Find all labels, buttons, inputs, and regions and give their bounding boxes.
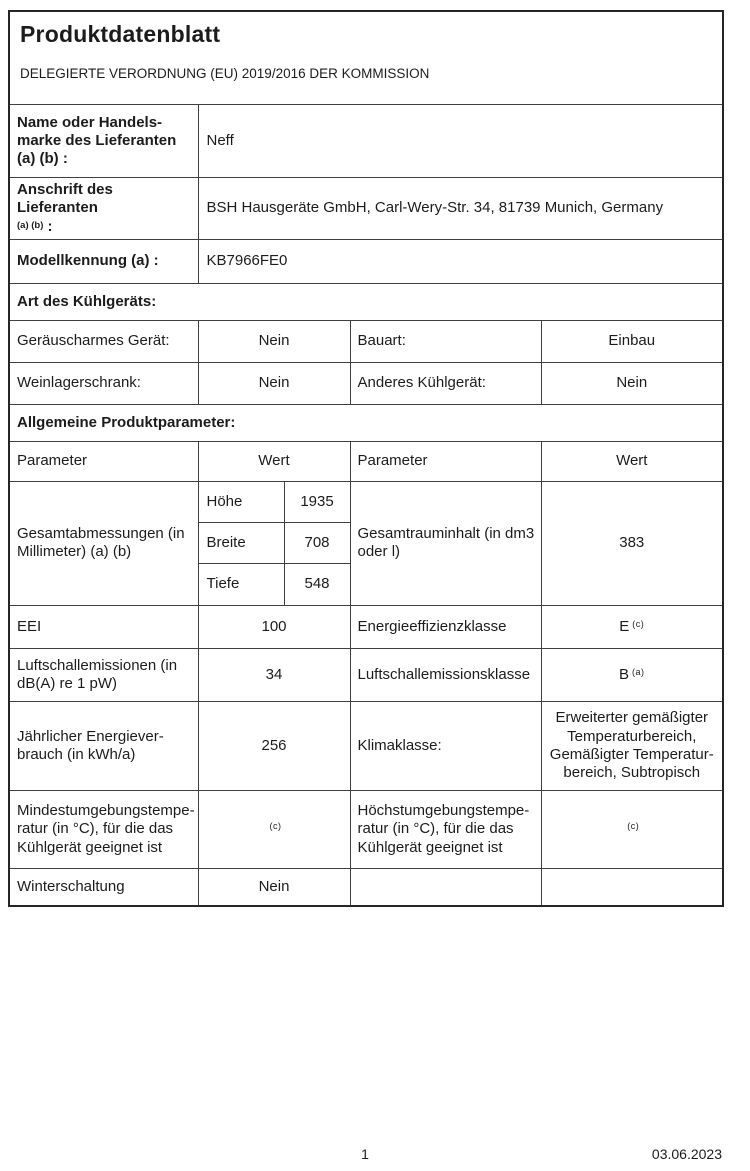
supplier-name-label: Name oder Handels-marke des Lieferanten (a) (b) : xyxy=(9,105,198,178)
table-row xyxy=(9,605,723,648)
value-cell xyxy=(541,868,723,906)
page-number: 1 xyxy=(361,1146,369,1162)
dimension-name: Höhe xyxy=(199,482,285,523)
param-cell xyxy=(350,868,541,906)
supplier-address-label xyxy=(9,178,198,240)
dimension-value: 548 xyxy=(304,575,330,593)
value-cell: Nein xyxy=(198,320,350,362)
value-cell: Nein xyxy=(198,868,350,906)
footnote-marker: (c) xyxy=(632,618,645,629)
value-cell xyxy=(198,790,350,868)
column-header-parameter: Parameter xyxy=(9,441,198,481)
type-section-heading-row xyxy=(9,283,723,320)
dimension-name: Breite xyxy=(199,523,285,564)
param-cell: Luftschallemissionen (in dB(A) re 1 pW) xyxy=(9,648,198,701)
param-cell: Bauart: xyxy=(350,320,541,362)
footer-date: 03.06.2023 xyxy=(651,1146,722,1162)
document-header-cell xyxy=(9,11,723,105)
column-header-wert: Wert xyxy=(198,441,350,481)
general-section-heading: Allgemeine Produktparameter: xyxy=(9,404,723,441)
value-cell: Einbau xyxy=(541,320,723,362)
param-cell: Klimaklasse: xyxy=(350,701,541,790)
param-cell: Weinlagerschrank: xyxy=(9,362,198,404)
supplier-address-label-text: Anschrift des Lieferanten xyxy=(17,181,113,217)
value-text: E xyxy=(619,617,630,635)
dimension-value: 1935 xyxy=(285,482,350,523)
value-cell xyxy=(541,605,723,648)
column-header-wert: Wert xyxy=(541,441,723,481)
value-cell: Nein xyxy=(541,362,723,404)
supplier-name-value: Neff xyxy=(198,105,723,178)
general-section-heading-row xyxy=(9,404,723,441)
table-row xyxy=(9,701,723,790)
value-cell xyxy=(541,648,723,701)
footnote-marker: (a) (b) xyxy=(17,219,44,231)
table-row xyxy=(9,790,723,868)
footnote-marker: (a) xyxy=(632,666,645,677)
model-id-row xyxy=(9,239,723,283)
dimension-name: Tiefe xyxy=(199,564,285,605)
supplier-address-label-notes xyxy=(17,218,192,236)
value-cell: 383 xyxy=(541,481,723,605)
param-cell: Höchstumgebungstempe-ratur (in °C), für die das Kühlgerät geeignet ist xyxy=(350,790,541,868)
supplier-name-row xyxy=(9,105,723,178)
dimension-value: 708 xyxy=(285,523,350,564)
param-cell: Gesamtrauminhalt (in dm3 oder l) xyxy=(350,481,541,605)
value-cell: Erweiterter gemäßigter Temperaturbereich, Gemäßigter Temperatur-bereich, Subtropisch xyxy=(541,701,723,790)
document-subtitle: DELEGIERTE VERORDNUNG (EU) 2019/2016 DER KOMMISSION xyxy=(20,66,430,82)
dimensions-values-cell xyxy=(198,481,350,605)
label-colon: : xyxy=(43,217,53,235)
value-cell: 256 xyxy=(198,701,350,790)
value-cell: 34 xyxy=(198,648,350,701)
param-cell: Winterschaltung xyxy=(9,868,198,906)
page-footer xyxy=(8,1146,722,1162)
document-title: Produktdatenblatt xyxy=(20,21,221,47)
product-datasheet-table xyxy=(8,10,724,907)
footnote-marker: (c) xyxy=(627,821,640,832)
model-id-value: KB7966FE0 xyxy=(198,239,723,283)
model-id-label: Modellkennung (a) : xyxy=(9,239,198,283)
param-cell: Energieeffizienzklasse xyxy=(350,605,541,648)
param-cell: Anderes Kühlgerät: xyxy=(350,362,541,404)
dimensions-grid xyxy=(199,482,350,605)
footnote-marker: (c) xyxy=(269,821,282,832)
table-row xyxy=(9,648,723,701)
type-section-heading: Art des Kühlgeräts: xyxy=(9,283,723,320)
supplier-address-row xyxy=(9,178,723,240)
param-cell: Luftschallemissionsklasse xyxy=(350,648,541,701)
value-cell xyxy=(541,790,723,868)
dimensions-row xyxy=(9,481,723,605)
value-cell: Nein xyxy=(198,362,350,404)
table-row xyxy=(9,868,723,906)
param-cell: EEI xyxy=(9,605,198,648)
value-cell: 100 xyxy=(198,605,350,648)
value-text: B xyxy=(619,665,630,683)
document-header-row xyxy=(9,11,723,105)
table-row xyxy=(9,320,723,362)
dimensions-label: Gesamtabmessungen (in Millimeter) (a) (b) xyxy=(9,481,198,605)
param-cell: Mindestumgebungstempe-ratur (in °C), für die das Kühlgerät geeignet ist xyxy=(9,790,198,868)
column-header-parameter: Parameter xyxy=(350,441,541,481)
column-header-row xyxy=(9,441,723,481)
param-cell: Jährlicher Energiever-brauch (in kWh/a) xyxy=(9,701,198,790)
param-cell: Geräuscharmes Gerät: xyxy=(9,320,198,362)
table-row xyxy=(9,362,723,404)
supplier-address-value: BSH Hausgeräte GmbH, Carl-Wery-Str. 34, 81739 Munich, Germany xyxy=(198,178,723,240)
